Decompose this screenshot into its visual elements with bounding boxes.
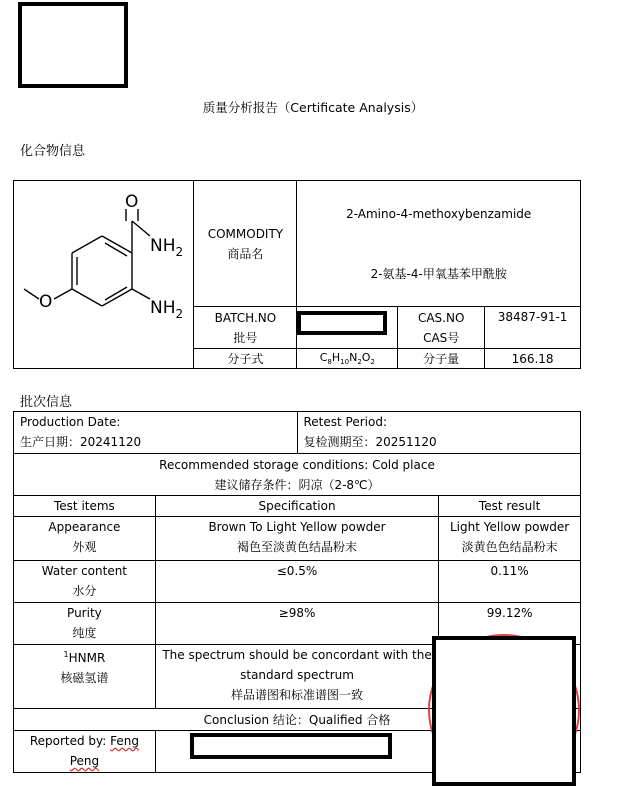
test-spec-cell bbox=[155, 517, 438, 561]
test-result-cell bbox=[439, 517, 581, 561]
commodity-label-cn: 商品名 bbox=[227, 246, 264, 261]
retest-label-cn: 复检测期至： bbox=[303, 435, 376, 449]
mw-label: 分子量 bbox=[423, 352, 460, 366]
test-item-en: $^1$HNMR bbox=[63, 650, 106, 665]
test-spec-cell bbox=[155, 561, 438, 603]
retest-period-cell bbox=[297, 412, 581, 454]
commodity-name-en: 2-Amino-4-methoxybenzamide bbox=[346, 206, 532, 221]
batch-label-en: BATCH.NO bbox=[214, 310, 277, 325]
commodity-name-cn: 2-氨基-4-甲氧基苯甲酰胺 bbox=[370, 266, 507, 281]
reported-by-text: Reported by: Feng Peng bbox=[29, 734, 139, 768]
batch-label-cn: 批号 bbox=[233, 330, 258, 345]
test-spec-cn: 褐色至淡黄色结晶粉末 bbox=[237, 540, 358, 554]
test-spec-cell bbox=[155, 645, 438, 709]
compound-section-heading: 化合物信息 bbox=[20, 144, 86, 159]
test-result-cell bbox=[439, 561, 581, 603]
retest-line-cn bbox=[304, 432, 581, 452]
test-item-cell bbox=[14, 603, 156, 645]
batch-section-heading: 批次信息 bbox=[20, 395, 73, 410]
test-spec-en: Brown To Light Yellow powder bbox=[208, 520, 386, 534]
header-test-result: Test result bbox=[439, 496, 581, 517]
storage-cell bbox=[14, 454, 581, 496]
production-label-cn: 生产日期： bbox=[20, 435, 81, 449]
cas-label-en: CAS.NO bbox=[417, 310, 465, 325]
atom-nh2-amino: $NH_2$ bbox=[150, 298, 184, 321]
test-spec-en: ≤0.5% bbox=[276, 564, 318, 578]
header-specification: Specification bbox=[155, 496, 438, 517]
test-item-en: Purity bbox=[67, 606, 102, 620]
storage-en: Recommended storage conditions: Cold place bbox=[159, 457, 435, 472]
formula-rendered: $C_8H_{10}N_2O_2$ bbox=[319, 350, 375, 367]
batch-label-cell bbox=[194, 307, 297, 349]
production-line-cn bbox=[20, 432, 297, 452]
retest-label-en: Retest Period: bbox=[303, 415, 388, 429]
mw-label-cell bbox=[398, 349, 485, 369]
stamp-redaction bbox=[432, 636, 576, 786]
batch-value-cell bbox=[297, 307, 398, 349]
test-item-cell bbox=[14, 645, 156, 709]
signature-redaction bbox=[190, 733, 392, 759]
conclusion-text: Conclusion 结论：Qualified 合格 bbox=[203, 713, 391, 727]
cas-label-cell bbox=[398, 307, 485, 349]
test-item-en: Water content bbox=[41, 564, 128, 578]
chemical-structure bbox=[14, 181, 195, 369]
test-item-cell bbox=[14, 517, 156, 561]
commodity-name-cell bbox=[297, 181, 581, 307]
storage-cn: 建议储存条件：阴凉（2-8℃） bbox=[214, 477, 380, 492]
test-result-en: 0.11% bbox=[490, 564, 529, 578]
production-date-cell bbox=[14, 412, 298, 454]
batch-table bbox=[13, 411, 581, 496]
atom-nh2-amide: $NH_2$ bbox=[150, 236, 184, 259]
atom-o-methoxy: O bbox=[39, 292, 53, 312]
test-row-appearance bbox=[14, 517, 581, 561]
test-result-en: Light Yellow powder bbox=[450, 520, 570, 534]
test-result-en: 99.12% bbox=[486, 606, 533, 620]
compound-table bbox=[13, 180, 581, 369]
batch-number-redaction bbox=[297, 311, 387, 335]
cas-value-cell bbox=[485, 307, 581, 349]
formula-label-cell bbox=[194, 349, 297, 369]
test-spec-en: The spectrum should be concordant with the standard spectrum bbox=[162, 648, 432, 682]
test-item-cn: 纯度 bbox=[72, 626, 97, 640]
test-spec-en: ≥98% bbox=[278, 606, 316, 620]
retest-value: 20251120 bbox=[375, 435, 437, 449]
test-result-cn: 淡黄色色结晶粉末 bbox=[461, 540, 558, 554]
structure-cell bbox=[14, 181, 194, 369]
test-item-cell bbox=[14, 561, 156, 603]
document-title: 质量分析报告（Certificate Analysis） bbox=[202, 100, 424, 115]
test-item-cn: 核磁氢谱 bbox=[60, 671, 109, 685]
mw-value: 166.18 bbox=[511, 351, 554, 366]
header-test-items: Test items bbox=[14, 496, 156, 517]
production-value: 20241120 bbox=[80, 435, 142, 449]
cas-label-cn: CAS号 bbox=[423, 330, 460, 345]
test-item-cn: 外观 bbox=[72, 540, 97, 554]
mw-value-cell bbox=[485, 349, 581, 369]
test-spec-cn: 样品谱图和标准谱图一致 bbox=[231, 688, 364, 702]
test-item-cn: 水分 bbox=[72, 584, 97, 598]
formula-value-cell bbox=[297, 349, 398, 369]
production-label-en: Production Date: bbox=[20, 415, 121, 429]
commodity-label-cell bbox=[194, 181, 297, 307]
commodity-label-en: COMMODITY bbox=[207, 226, 284, 241]
test-row-water bbox=[14, 561, 581, 603]
formula-label: 分子式 bbox=[227, 352, 264, 366]
cas-value: 38487-91-1 bbox=[497, 310, 568, 324]
logo-redaction bbox=[18, 2, 128, 88]
reported-by-cell bbox=[14, 731, 156, 773]
test-item-en: Appearance bbox=[48, 520, 121, 534]
test-spec-cell bbox=[155, 603, 438, 645]
atom-o-carbonyl: O bbox=[125, 192, 139, 212]
